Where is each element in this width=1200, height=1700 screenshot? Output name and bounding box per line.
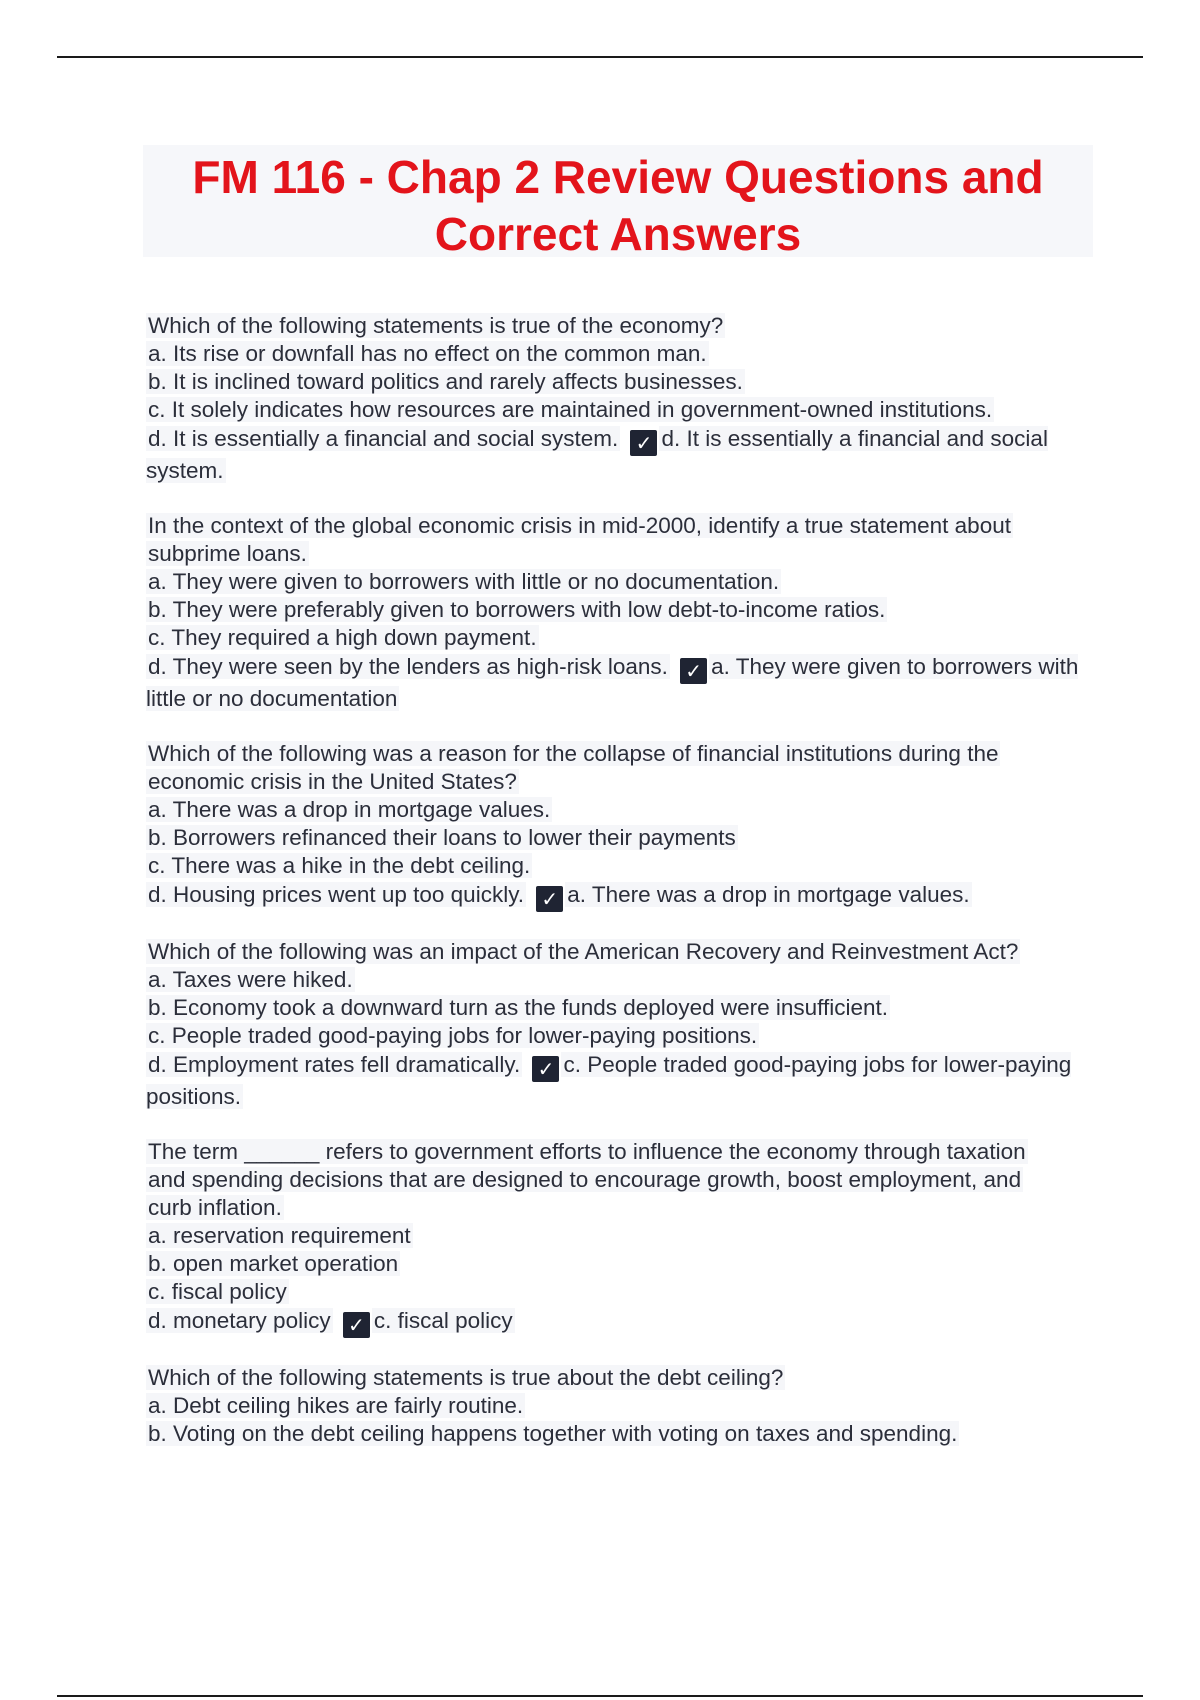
question-text: curb inflation. xyxy=(148,1195,282,1220)
bottom-rule xyxy=(57,1695,1143,1697)
question-block xyxy=(146,312,1096,486)
question-text: Which of the following was an impact of the American Recovery and Reinvestment Act? xyxy=(148,939,1019,964)
question-block xyxy=(146,1138,1096,1338)
title-banner xyxy=(143,145,1093,260)
question-text: and spending decisions that are designed to encourage growth, boost employment, and xyxy=(148,1167,1022,1192)
option-c: c. There was a hike in the debt ceiling. xyxy=(148,853,531,878)
option-a: a. reservation requirement xyxy=(148,1223,411,1248)
correct-answer: c. fiscal policy xyxy=(373,1308,513,1333)
option-d: d. They were seen by the lenders as high-risk loans. xyxy=(148,654,668,679)
correct-answer: a. There was a drop in mortgage values. xyxy=(567,882,970,907)
option-d: d. Housing prices went up too quickly. xyxy=(148,882,525,907)
option-a: a. There was a drop in mortgage values. xyxy=(148,797,551,822)
option-b: b. It is inclined toward politics and rarely affects businesses. xyxy=(148,369,743,394)
option-d: d. Employment rates fell dramatically. xyxy=(148,1052,521,1077)
checkmark-icon: ✓ xyxy=(536,886,563,912)
checkmark-icon: ✓ xyxy=(343,1312,370,1338)
question-text: Which of the following statements is true of the economy? xyxy=(148,313,724,338)
question-text: economic crisis in the United States? xyxy=(148,769,517,794)
option-a: a. Debt ceiling hikes are fairly routine. xyxy=(148,1393,524,1418)
option-c: c. People traded good-paying jobs for lower-paying positions. xyxy=(148,1023,758,1048)
question-text: subprime loans. xyxy=(148,541,307,566)
question-text: Which of the following statements is true about the debt ceiling? xyxy=(148,1365,784,1390)
question-text: The term ______ refers to government efforts to influence the economy through taxation xyxy=(148,1139,1026,1164)
option-c: c. They required a high down payment. xyxy=(148,625,537,650)
option-b: b. Borrowers refinanced their loans to lower their payments xyxy=(148,825,736,850)
top-rule xyxy=(57,56,1143,58)
correct-answer: a. They were given to borrowers with little or no documentation xyxy=(146,654,1079,711)
option-a: a. Its rise or downfall has no effect on the common man. xyxy=(148,341,707,366)
option-c: c. It solely indicates how resources are maintained in government-owned institutions. xyxy=(148,397,993,422)
correct-answer: d. It is essentially a financial and social system. xyxy=(146,426,1048,483)
option-b: b. open market operation xyxy=(148,1251,399,1276)
option-a: a. Taxes were hiked. xyxy=(148,967,353,992)
option-b: b. Voting on the debt ceiling happens together with voting on taxes and spending. xyxy=(148,1421,958,1446)
question-text: In the context of the global economic crisis in mid-2000, identify a true statement about xyxy=(148,513,1011,538)
option-b: b. They were preferably given to borrowers with low debt-to-income ratios. xyxy=(148,597,886,622)
question-block xyxy=(146,1364,1096,1448)
option-b: b. Economy took a downward turn as the funds deployed were insufficient. xyxy=(148,995,889,1020)
checkmark-icon: ✓ xyxy=(630,430,657,456)
question-block xyxy=(146,512,1096,714)
question-block xyxy=(146,938,1096,1112)
document-title: FM 116 - Chap 2 Review Questions and Correct Answers xyxy=(192,151,1044,260)
checkmark-icon: ✓ xyxy=(680,658,707,684)
question-text: Which of the following was a reason for the collapse of financial institutions during the xyxy=(148,741,999,766)
option-d: d. monetary policy xyxy=(148,1308,331,1333)
option-a: a. They were given to borrowers with little or no documentation. xyxy=(148,569,780,594)
option-c: c. fiscal policy xyxy=(148,1279,287,1304)
question-list xyxy=(146,312,1096,1474)
checkmark-icon: ✓ xyxy=(532,1056,559,1082)
question-block xyxy=(146,740,1096,912)
correct-answer: c. People traded good-paying jobs for lower-paying positions. xyxy=(146,1052,1072,1109)
option-d: d. It is essentially a financial and social system. xyxy=(148,426,619,451)
